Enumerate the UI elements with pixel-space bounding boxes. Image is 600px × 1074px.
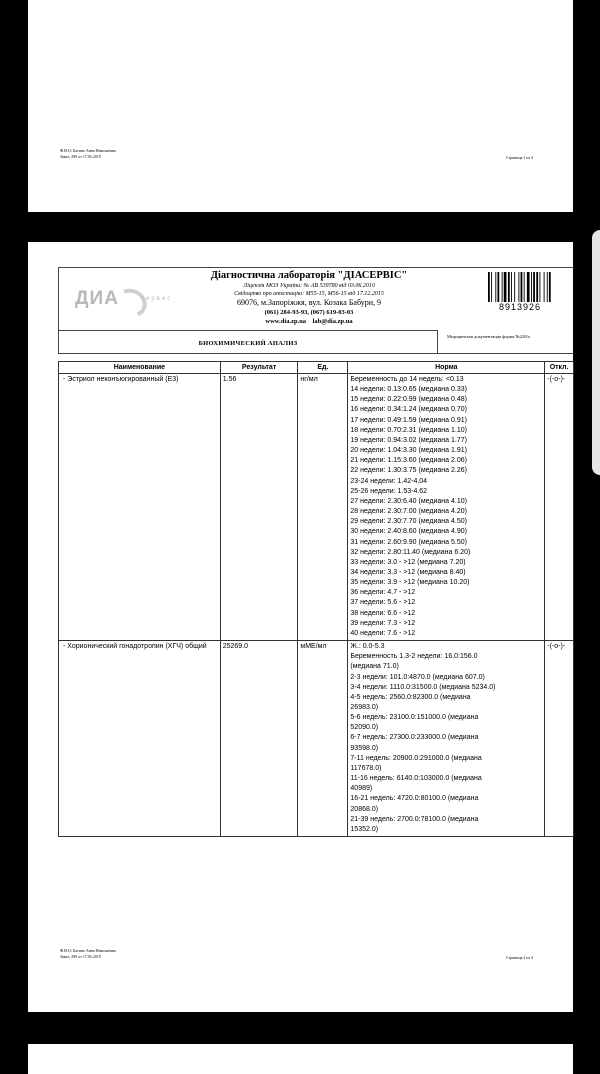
lab-phones: (061) 284-93-93, (067) 619-03-03 — [264, 309, 354, 316]
norm-line: 16-21 недель: 4720.0:80100.0 (медиана — [350, 795, 479, 803]
norm-line: 26983.0) — [350, 704, 379, 711]
norm-line: 38 недели: 6.6 - >12 — [350, 609, 416, 617]
norm-line: 35 недели: 3.9 - >12 (медиана 10.20) — [350, 579, 470, 587]
norm-line: 7-11 недель: 20900.0:291000.0 (медиана — [350, 754, 482, 762]
barcode-icon — [487, 272, 571, 304]
norm-line: 30 недели: 2.40:8.60 (медиана 4.90) — [350, 528, 467, 536]
barcode-bar — [531, 272, 532, 302]
table-header-row — [59, 362, 574, 374]
norm-line: (медиана 71.0) — [350, 663, 399, 671]
results-table — [58, 361, 574, 837]
norm-line: 40989) — [350, 785, 373, 793]
norm-line: 21-39 недель: 2700.0:78100.0 (медиана — [350, 815, 479, 823]
table-row — [59, 374, 574, 641]
patient-name: Ф.И.О: Батина Анна Николаевна — [60, 948, 116, 953]
barcode-bar — [544, 272, 545, 302]
norm-line: 117678.0) — [350, 764, 382, 772]
norm-line: Ж.: 0.0-5.3 — [350, 643, 385, 651]
test-result: 1.56 — [220, 374, 298, 641]
lab-accreditation: Свідоцтво про атестацію: М55-15, М56-15 від 17.12.2015 — [234, 291, 384, 297]
norm-line: 3-4 недели: 1110.0:31500.0 (медиана 5234.0) — [350, 683, 496, 691]
norm-line: 23-24 недели: 1.42-4.04 — [350, 477, 428, 485]
norm-line: 37 недели: 5.6 - >12 — [350, 599, 416, 607]
norm-line: 27 недели: 2.30:6.40 (медиана 4.10) — [350, 497, 467, 505]
viewer-scroll-edge[interactable] — [592, 230, 600, 475]
barcode-bar — [514, 272, 515, 302]
lab-logo — [75, 282, 183, 314]
norm-line: 33 недели: 3.0 - >12 (медиана 7.20) — [350, 558, 466, 566]
norm-line: 40 недели: 7.6 - >12 — [350, 629, 416, 637]
lab-header — [58, 267, 574, 354]
barcode-bar — [547, 272, 548, 302]
logo-subtext: сервис — [141, 296, 173, 302]
patient-name: Ф.И.О: Батина Анна Николаевна — [60, 148, 116, 153]
norm-line: 34 недели: 3.3 - >12 (медиана 8.40) — [350, 568, 466, 576]
norm-line: 93598.0) — [350, 744, 379, 752]
document-page-3 — [28, 1044, 573, 1074]
barcode-bar — [504, 272, 507, 302]
lab-site: www.dia.zp.ua — [265, 318, 307, 325]
document-page-1 — [28, 0, 573, 212]
barcode-bar — [536, 272, 538, 302]
test-result: 25269.0 — [220, 641, 298, 837]
norm-line: Беременность 1.3-2 недели: 16.0:156.0 — [350, 653, 478, 661]
barcode-bar — [508, 272, 510, 302]
logo-text: ДИА — [75, 288, 119, 309]
norm-line: 20 недели: 1.04:3.30 (медиана 1.91) — [350, 447, 467, 455]
doc-form-label: Медицинская документация форма №228/о — [447, 334, 531, 339]
page1-footer-patient — [60, 148, 116, 160]
header-divider — [59, 330, 437, 331]
header-name: Наименование — [59, 362, 221, 374]
test-unit: нг/мл — [298, 374, 348, 641]
lab-info — [179, 270, 439, 326]
norm-line: 6-7 недель: 27300.0:233000.0 (медиана — [350, 734, 479, 742]
test-norm — [348, 374, 545, 641]
header-norm: Норма — [348, 362, 545, 374]
barcode-bar — [549, 272, 551, 302]
norm-line: 25-26 недели: 1.53-4.62 — [350, 487, 428, 495]
lab-address: 69076, м.Запоріжжя, вул. Козака Бабури, 9 — [236, 298, 382, 307]
header-unit: Ед. — [298, 362, 348, 374]
test-deviation: -(-o-)- — [545, 374, 574, 641]
barcode-bar — [488, 272, 490, 302]
test-name: - Эстриол неконъюгированный (Е3) — [59, 374, 221, 641]
document-page-2 — [28, 242, 573, 1012]
test-name: - Хорионический гонадотропин (ХГЧ) общий — [59, 641, 221, 837]
barcode-bar — [521, 272, 523, 302]
norm-line: 14 недели: 0.13:0.65 (медиана 0.33) — [350, 386, 467, 394]
norm-line: 22 недели: 1.30:3.75 (медиана 2.26) — [350, 467, 467, 475]
norm-line: 36 недели: 4.7 - >12 — [350, 589, 416, 597]
norm-line: 11-16 недель: 6140.0:103000.0 (медиана — [350, 775, 482, 783]
test-norm — [348, 641, 545, 837]
test-deviation: -(-o-)- — [545, 641, 574, 837]
barcode-bar — [511, 272, 512, 302]
norm-line: 32 недели: 2.80:11.40 (медиана 6.20) — [350, 548, 471, 556]
norm-line: 39 недели: 7.3 - >12 — [350, 619, 416, 627]
barcode-bar — [539, 272, 540, 302]
norm-line: 16 недели: 0.34:1.24 (медиана 0.70) — [350, 406, 467, 414]
test-unit: мМЕ/мл — [298, 641, 348, 837]
norm-line: 52090.0) — [350, 724, 379, 732]
header-deviation: Откл. — [545, 362, 574, 374]
norm-line: 2-3 недели: 101.0:4870.0 (медиана 607.0) — [350, 673, 485, 681]
norm-line: 17 недели: 0.49:1.59 (медиана 0.91) — [350, 416, 467, 424]
barcode-bar — [497, 272, 499, 302]
lab-contacts — [179, 317, 439, 326]
norm-line: 15 недели: 0.22:0.99 (медиана 0.48) — [350, 396, 467, 404]
table-row — [59, 641, 574, 837]
norm-line: Беременность до 14 недель: <0.13 — [350, 376, 464, 383]
barcode-bar — [502, 272, 503, 302]
barcode-bar — [533, 272, 535, 302]
barcode-bar — [527, 272, 530, 302]
lab-license: Ліцензія МОЗ України: № АВ 539780 від 03.06.2010 — [243, 283, 375, 289]
barcode-number: 8913926 — [499, 302, 542, 312]
norm-line: 15352.0) — [350, 825, 379, 833]
barcode-bar — [518, 272, 519, 302]
barcode-bar — [491, 272, 492, 302]
norm-line: 28 недели: 2.30:7.00 (медиана 4.20) — [350, 508, 467, 516]
order-number: Заказ: 289 от 17.05.2019 — [60, 954, 101, 959]
page1-number: Страница 1 из 3 — [506, 155, 534, 160]
lab-email: lab@dia.zp.ua — [312, 318, 353, 325]
header-result: Результат — [220, 362, 298, 374]
barcode-bar — [495, 272, 496, 302]
norm-line: 5-6 недель: 23100.0:151000.0 (медиана — [350, 714, 479, 722]
norm-line: 29 недели: 2.30:7.70 (медиана 4.50) — [350, 518, 467, 526]
barcode-bar — [524, 272, 525, 302]
analysis-title: БИОХИМИЧЕСКИЙ АНАЛИЗ — [198, 340, 298, 347]
norm-line: 18 недели: 0.70:2.31 (медиана 1.10) — [350, 426, 467, 434]
lab-name: Діагностична лабораторія "ДІАСЕРВІС" — [210, 270, 408, 281]
norm-line: 19 недели: 0.94:3.02 (медиана 1.77) — [350, 436, 467, 444]
page2-footer-patient — [60, 948, 116, 960]
norm-line: 21 недели: 1.15:3.60 (медиана 2.06) — [350, 457, 467, 465]
norm-line: 4-5 недель: 2560.0:82300.0 (медиана — [350, 693, 471, 701]
norm-line: 20868.0) — [350, 805, 379, 813]
norm-line: 31 недели: 2.60:9.90 (медиана 5.50) — [350, 538, 467, 546]
header-vertical-divider — [437, 330, 438, 353]
order-number: Заказ: 289 от 17.05.2019 — [60, 154, 101, 159]
page2-number: Страница 2 из 3 — [506, 955, 534, 960]
